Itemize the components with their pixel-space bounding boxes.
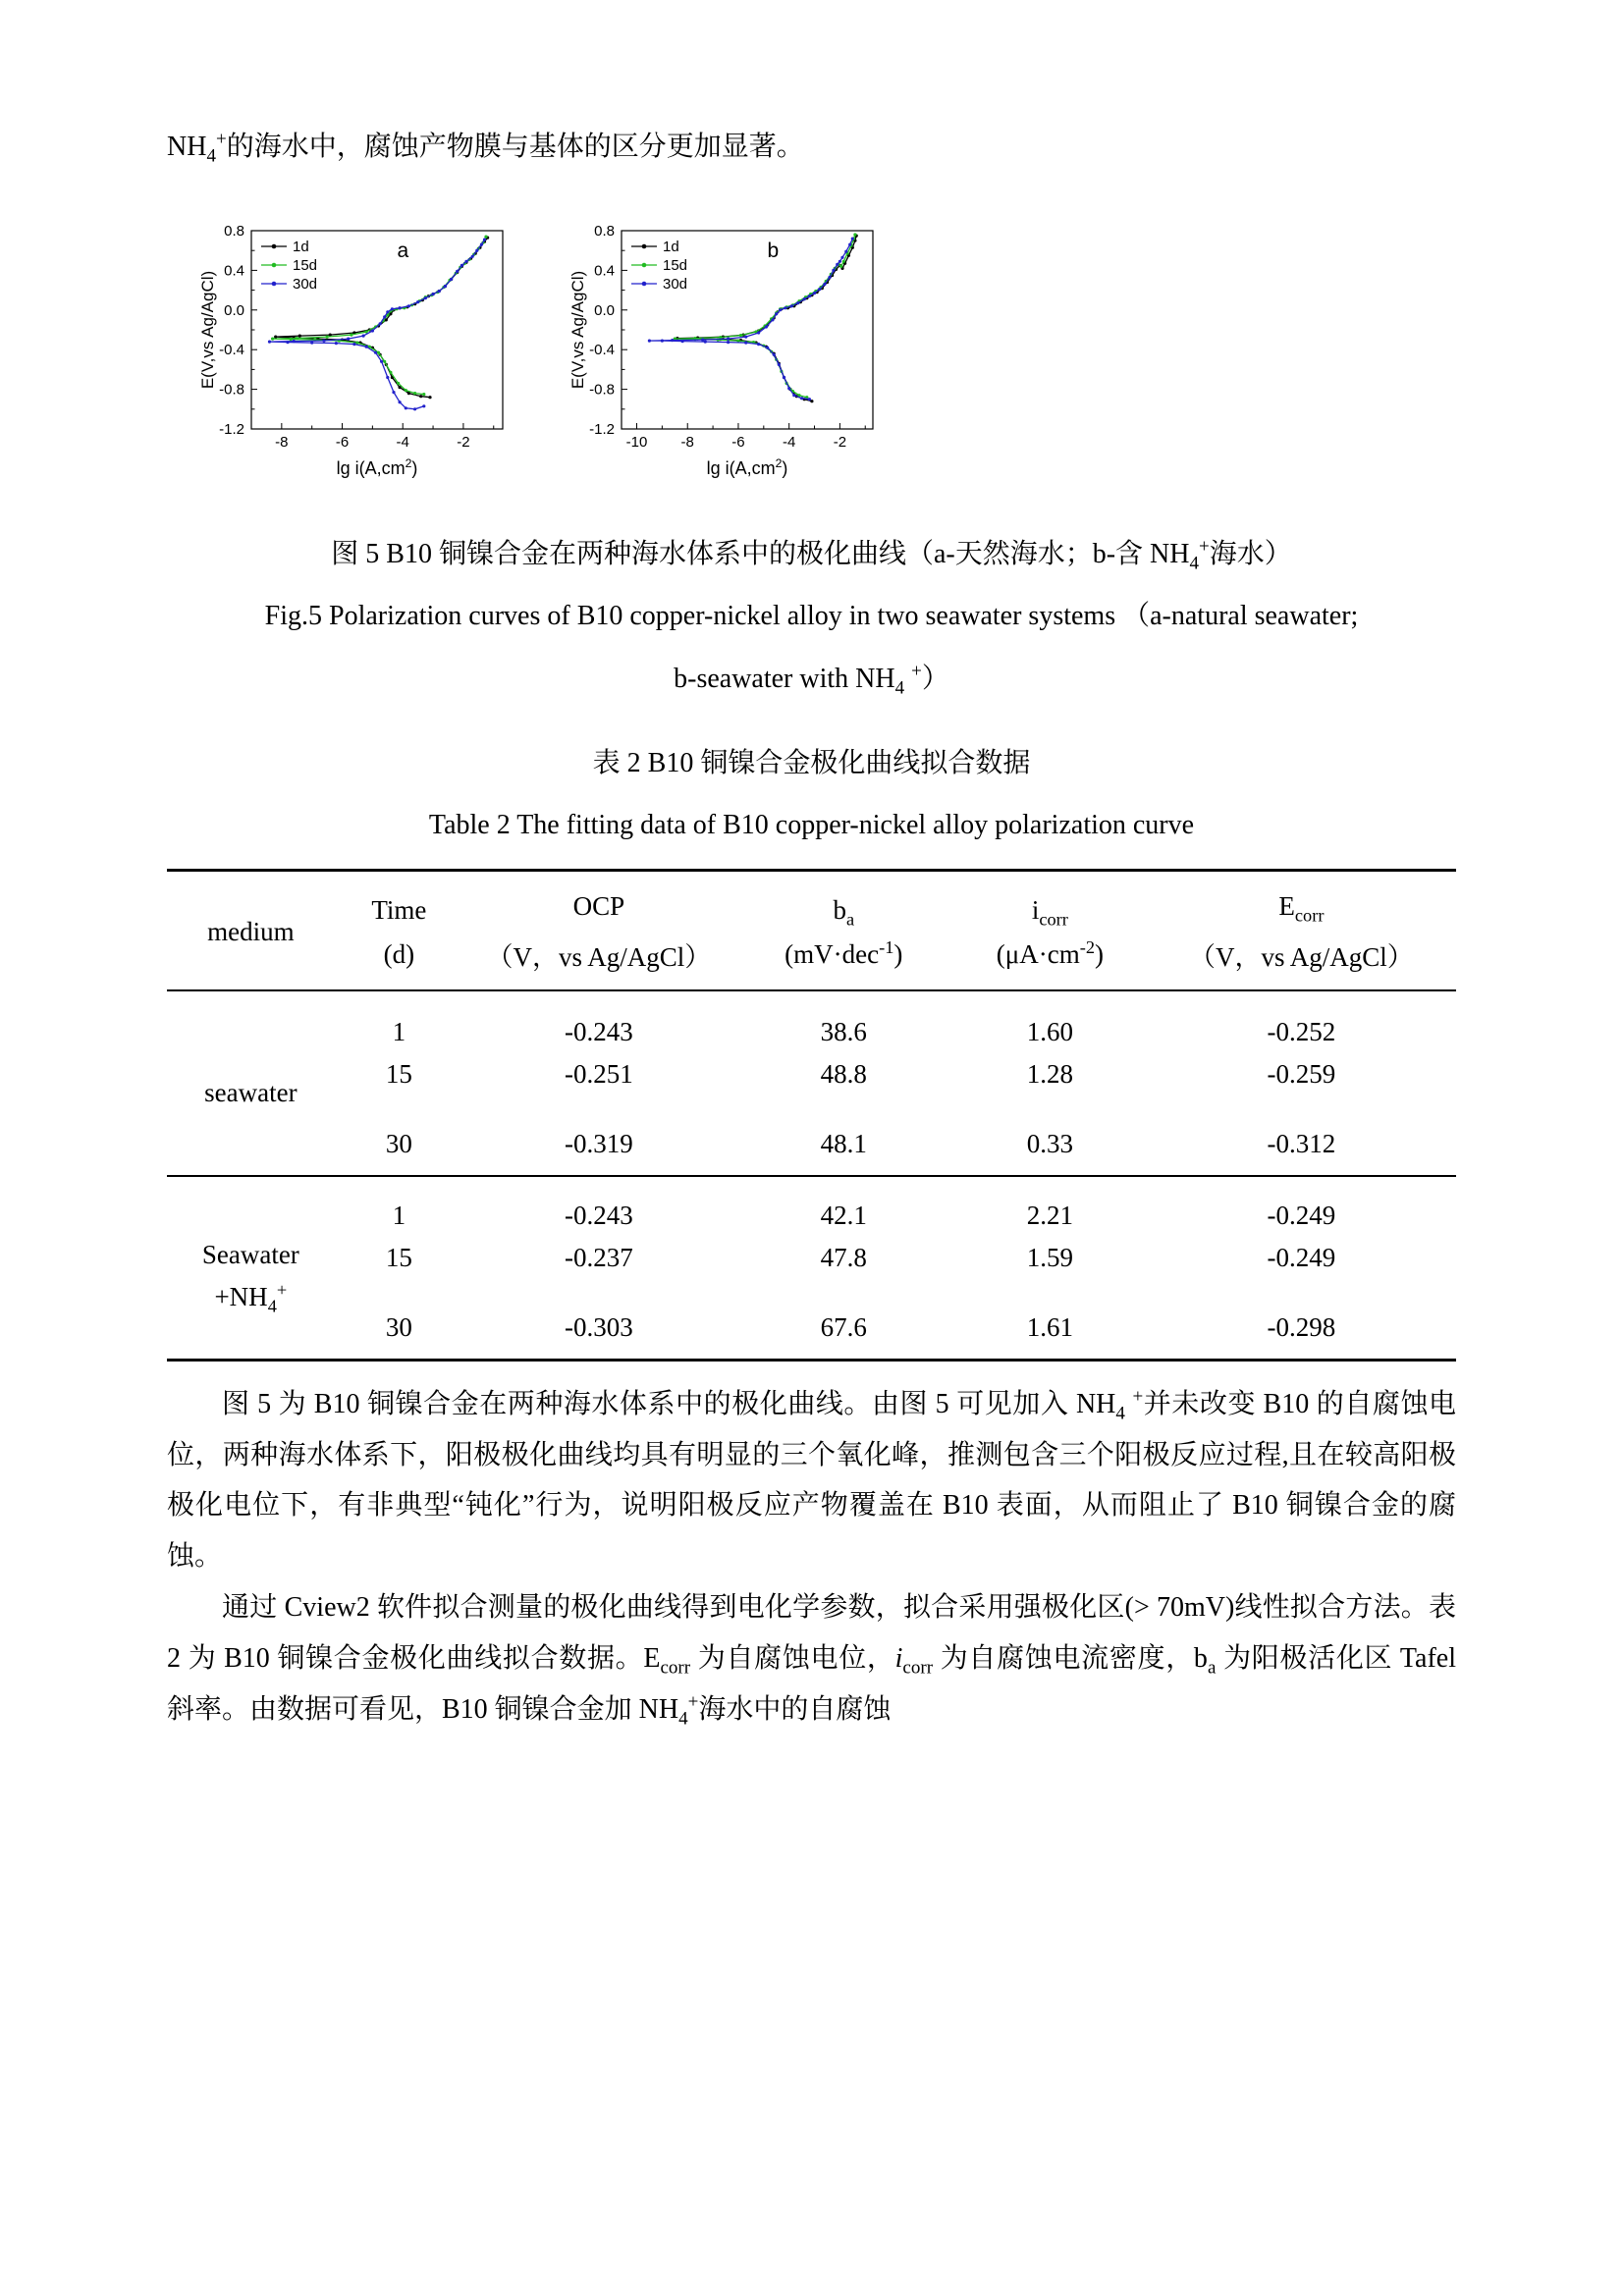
- cell-time: 30: [385, 1311, 412, 1342]
- x-tick-label: -2: [833, 433, 847, 451]
- fitting-table-header: [167, 870, 1456, 990]
- table-row: [167, 1237, 1456, 1279]
- figure-5: [196, 223, 1456, 494]
- cell-ecorr: -0.249: [1267, 1242, 1336, 1272]
- figure-caption-en-line2: b-seawater with $NH_4$ +）: [674, 661, 949, 699]
- legend-label: 15d: [293, 256, 318, 274]
- y-tick-label: 0.4: [224, 262, 244, 280]
- medium-label: Seawater $+NH_4^+$: [167, 1176, 335, 1361]
- cell-time: 15: [385, 1242, 412, 1272]
- table-row: [167, 1095, 1456, 1176]
- col-header-medium: medium: [167, 870, 335, 990]
- cell-ba: 48.1: [820, 1128, 867, 1158]
- cell-ocp: -0.303: [564, 1311, 633, 1342]
- cell-time: 1: [392, 1016, 406, 1046]
- y-tick-label: 0.0: [594, 301, 615, 319]
- y-tick-label: 0.0: [224, 301, 244, 319]
- y-tick-label: 0.8: [594, 222, 615, 240]
- cell-time: 30: [385, 1128, 412, 1158]
- chart-a-x-axis-label: $\lg i(A,cm^2)$: [336, 455, 418, 478]
- table-row: [167, 1279, 1456, 1361]
- cell-ecorr: -0.252: [1267, 1016, 1336, 1046]
- y-tick-label: -1.2: [589, 420, 615, 438]
- figure-caption-cn: 图 5 B10 铜镍合金在两种海水体系中的极化曲线（a-天然海水；b-含 $NH_4^+$海水）: [331, 536, 1292, 574]
- chart-a-y-axis-label: E(V,vs Ag/AgCl): [198, 270, 217, 389]
- cell-icorr: 1.28: [1026, 1058, 1073, 1089]
- y-tick-label: -0.4: [219, 341, 244, 358]
- medium-label: seawater: [204, 1077, 298, 1107]
- fitting-table: [167, 869, 1456, 1362]
- cell-ecorr: -0.249: [1147, 1176, 1456, 1237]
- cell-ocp: -0.243: [463, 1176, 734, 1237]
- cell-ba: 67.6: [820, 1311, 867, 1342]
- plot-frame: [622, 231, 873, 429]
- col-header-ba: $b_a$ (mV·dec$^{-1}$): [734, 870, 953, 990]
- cell-icorr: 1.60: [1026, 1016, 1073, 1046]
- cell-icorr: 1.59: [1026, 1242, 1073, 1272]
- cell-ocp: -0.237: [564, 1242, 633, 1272]
- body-paragraph-2: 通过 Cview2 软件拟合测量的极化曲线得到电化学参数，拟合采用强极化区(> 70mV)线性拟合方法。表 2 为 B10 铜镍合金极化曲线拟合数据。$E_{corr}$ 为自腐蚀电位，$i_{corr}$ 为自腐蚀电流密度，$b_a$ 为阳极活化区 Tafel 斜率。由数据可看见，B10 铜镍合金加 $NH_4^+$海水中的自腐蚀: [167, 1591, 1456, 1730]
- cell-ba: 48.8: [820, 1058, 867, 1089]
- panel-letter: b: [767, 239, 780, 262]
- col-header-ocp: OCP （V，vs Ag/AgCl）: [463, 870, 734, 990]
- cell-time: 1: [335, 1176, 463, 1237]
- table-title-cn: 表 2 B10 铜镍合金极化曲线拟合数据: [592, 747, 1031, 778]
- plot-frame: [251, 231, 503, 429]
- y-tick-label: -0.4: [589, 341, 615, 358]
- chart-a: [196, 223, 513, 494]
- panel-letter: a: [397, 239, 409, 262]
- table-row: [167, 1053, 1456, 1095]
- table-title-en: Table 2 The fitting data of B10 copper-nickel alloy polarization curve: [428, 810, 1195, 841]
- top-paragraph-fragment: $NH_4^+$的海水中，腐蚀产物膜与基体的区分更加显著。: [167, 129, 804, 167]
- legend-label: 1d: [663, 238, 679, 255]
- cell-time: 15: [385, 1058, 412, 1089]
- chart-b-x-axis-label: $\lg i(A,cm^2)$: [706, 455, 788, 478]
- cell-ecorr: -0.312: [1267, 1128, 1336, 1158]
- cell-ba: 47.8: [820, 1242, 867, 1272]
- cell-ba: 38.6: [820, 1016, 867, 1046]
- body-paragraph-1: 图 5 为 B10 铜镍合金在两种海水体系中的极化曲线。由图 5 可见加入 $NH_4$ +并未改变 B10 的自腐蚀电位，两种海水体系下，阳极极化曲线均具有明显的三个氧化峰，推测包含三个阳极反应过程,且在较高阳极极化电位下，有非典型“钝化”行为，说明阳极反应产物覆盖在 B10 表面，从而阻止了 B10 铜镍合金的腐蚀。: [167, 1386, 1457, 1573]
- x-tick-label: -6: [335, 433, 350, 451]
- legend-label: 1d: [293, 238, 309, 255]
- x-tick-label: -6: [731, 433, 745, 451]
- x-tick-label: -8: [680, 433, 694, 451]
- cell-ecorr: -0.259: [1267, 1058, 1336, 1089]
- cell-ocp: -0.251: [564, 1058, 633, 1089]
- y-tick-label: 0.8: [224, 222, 244, 240]
- curve-15d: [675, 235, 855, 398]
- cell-icorr: 2.21: [953, 1176, 1147, 1237]
- fitting-table-body: [167, 990, 1456, 1361]
- x-tick-label: -4: [782, 433, 796, 451]
- cell-icorr: 0.33: [1026, 1128, 1073, 1158]
- y-tick-label: -1.2: [219, 420, 244, 438]
- polarization-chart-a-svg: [196, 223, 513, 458]
- x-tick-label: -4: [396, 433, 409, 451]
- polarization-chart-b-svg: [567, 223, 883, 458]
- cell-ecorr: -0.298: [1267, 1311, 1336, 1342]
- figure-caption-en-line1: Fig.5 Polarization curves of B10 copper-nickel alloy in two seawater systems （a-natural seawater;: [264, 601, 1359, 632]
- legend-label: 15d: [663, 256, 688, 274]
- legend-label: 30d: [293, 275, 318, 293]
- chart-b-y-axis-label: E(V,vs Ag/AgCl): [568, 270, 587, 389]
- col-header-icorr: $i_{corr}$ $(\mu A\cdot cm^{-2})$: [953, 870, 1147, 990]
- legend-label: 30d: [663, 275, 688, 293]
- cell-icorr: 1.61: [1026, 1311, 1073, 1342]
- x-tick-label: -10: [625, 433, 648, 451]
- cell-ocp: -0.319: [564, 1128, 633, 1158]
- table-row: [167, 990, 1456, 1053]
- col-header-ecorr: $E_{corr}$ （V，vs Ag/AgCl）: [1147, 870, 1456, 990]
- col-header-time: Time (d): [335, 870, 463, 990]
- cell-ba: 42.1: [734, 1176, 953, 1237]
- y-tick-label: 0.4: [594, 262, 615, 280]
- cell-ocp: -0.243: [564, 1016, 633, 1046]
- table-row: [167, 1176, 1456, 1237]
- x-tick-label: -2: [457, 433, 470, 451]
- y-tick-label: -0.8: [589, 381, 615, 399]
- y-tick-label: -0.8: [219, 381, 244, 399]
- x-tick-label: -8: [275, 433, 289, 451]
- chart-b: [567, 223, 883, 494]
